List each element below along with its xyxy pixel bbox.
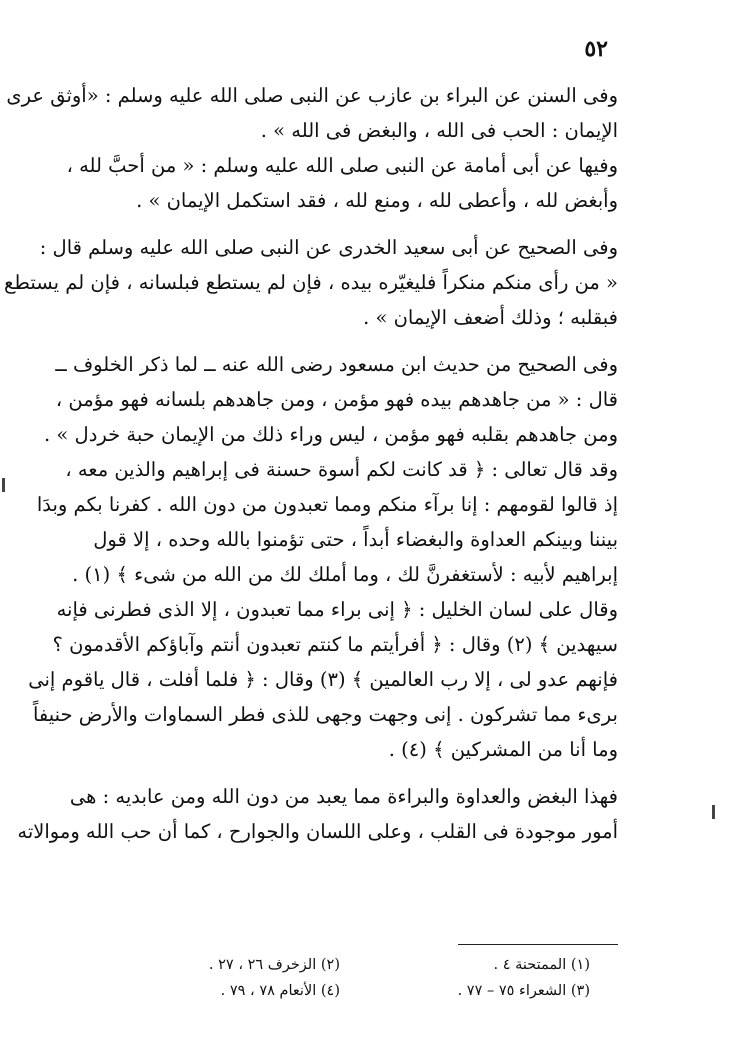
text-line: ومن جاهدهم بقلبه فهو مؤمن ، ليس وراء ذلك من الإيمان حبة خردل » . [44,423,618,446]
footnote: (٣) الشعراء ٧٥ – ٧٧ . [457,983,590,999]
text-line: وما أنا من المشركين ﴾ (٤) . [388,738,618,761]
margin-scan-mark [712,805,715,819]
main-text [4,78,618,849]
footnote: (١) الممتحنة ٤ . [493,957,590,973]
paragraph-gap [118,335,618,347]
text-line: سيهدين ﴾ (٢) وقال : ﴿ أفرأيتم ما كنتم تعبدون أنتم وآباؤكم الأقدمون ؟ [52,633,618,656]
text-line: إبراهيم لأبيه : لأستغفرنَّ لك ، وما أملك لك من الله من شىء ﴾ (١) . [72,563,618,586]
footnote: (٤) الأنعام ٧٨ ، ٧٩ . [220,983,340,999]
text-line: بيننا وبينكم العداوة والبغضاء أبداً ، حتى تؤمنوا بالله وحده ، إلا قول [93,528,618,551]
text-line: الإيمان : الحب فى الله ، والبغض فى الله » . [260,119,618,142]
text-line: وأبغض لله ، وأعطى لله ، ومنع لله ، فقد استكمل الإيمان » . [136,189,618,212]
text-line: فإنهم عدو لى ، إلا رب العالمين ﴾ (٣) وقال : ﴿ فلما أفلت ، قال ياقوم إنى [28,668,618,691]
footnotes [118,952,618,1004]
text-line: وفى الصحيح عن أبى سعيد الخدرى عن النبى صلى الله عليه وسلم قال : [39,236,618,259]
text-line: برىء مما تشركون . إنى وجهت وجهى للذى فطر السماوات والأرض حنيفاً [32,703,618,726]
footnote: (٢) الزخرف ٢٦ ، ٢٧ . [208,957,340,973]
paragraph-gap [118,218,618,230]
text-line: أمور موجودة فى القلب ، وعلى اللسان والجوارح ، كما أن حب الله وموالاته [17,820,618,843]
footnote-divider [458,944,618,945]
text-line: وقد قال تعالى : ﴿ قد كانت لكم أسوة حسنة فى إبراهيم والذين معه ، [65,458,618,481]
footnote-row [118,952,618,978]
text-line: وفى السنن عن البراء بن عازب عن النبى صلى الله عليه وسلم : «أوثق عرى [6,84,618,107]
text-line: فبقلبه ؛ وذلك أضعف الإيمان » . [363,306,618,329]
text-line: وفى الصحيح من حديث ابن مسعود رضى الله عنه ــ لما ذكر الخلوف ــ [55,353,618,376]
text-line: فهذا البغض والعداوة والبراءة مما يعبد من دون الله ومن عابديه : هى [69,785,618,808]
footnote-row [118,978,618,1004]
text-line: إذ قالوا لقومهم : إنا برآء منكم ومما تعبدون من دون الله . كفرنا بكم وبدَا [36,493,618,516]
text-line: « من رأى منكم منكراً فليغيّره بيده ، فإن لم يستطع فبلسانه ، فإن لم يستطع [4,271,618,294]
text-line: وفيها عن أبى أمامة عن النبى صلى الله عليه وسلم : « من أحبَّ لله ، [66,154,618,177]
text-line: قال : « من جاهدهم بيده فهو مؤمن ، ومن جاهدهم بلسانه فهو مؤمن ، [55,388,618,411]
page-number: ٥٢ [584,36,608,62]
paragraph-gap [118,767,618,779]
text-line: وقال على لسان الخليل : ﴿ إنى براء مما تعبدون ، إلا الذى فطرنى فإنه [56,598,618,621]
margin-scan-mark [2,478,5,492]
